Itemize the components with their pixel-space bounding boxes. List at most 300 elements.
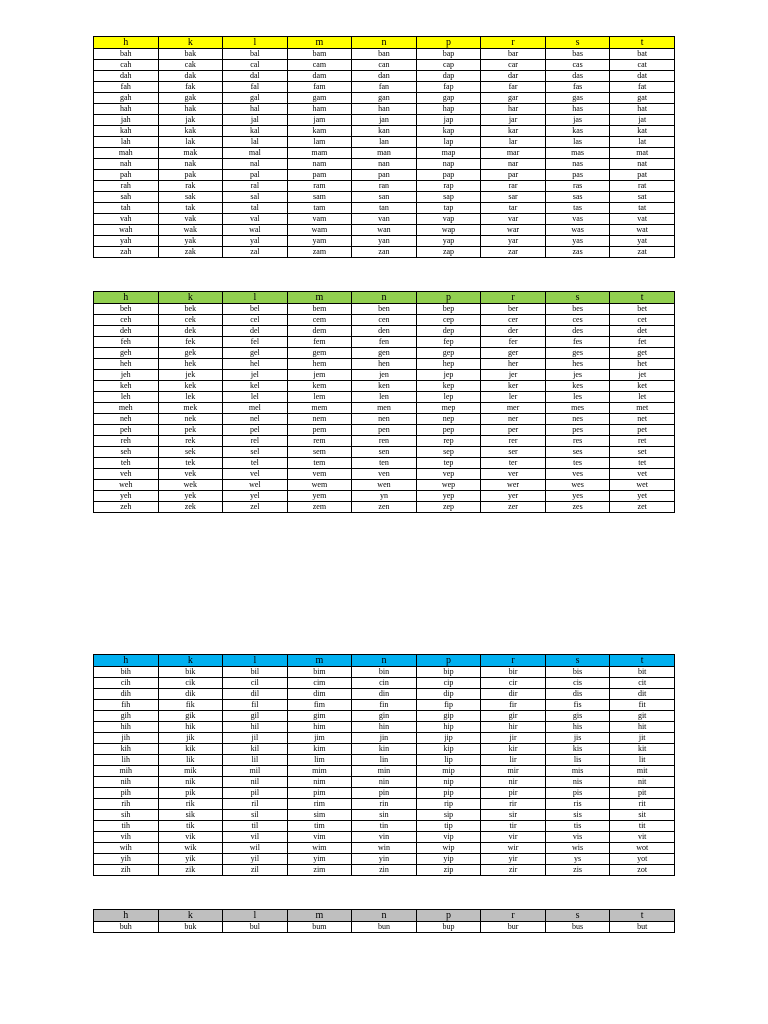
table-cell: jak — [158, 115, 223, 126]
table-cell: ver — [481, 469, 546, 480]
table-cell: mal — [223, 148, 288, 159]
table-cell: sem — [287, 447, 352, 458]
table-cell: sik — [158, 810, 223, 821]
syllable-table-e — [93, 291, 675, 513]
table-cell: tal — [223, 203, 288, 214]
table-cell: gil — [223, 711, 288, 722]
table-cell: mis — [545, 766, 610, 777]
table-row — [94, 148, 675, 159]
table-cell: dih — [94, 689, 159, 700]
table-cell: wem — [287, 480, 352, 491]
table-cell: jek — [158, 370, 223, 381]
table-cell: sak — [158, 192, 223, 203]
table-cell: vat — [610, 214, 675, 225]
table-cell: yim — [287, 854, 352, 865]
table-cell: gep — [416, 348, 481, 359]
table-cell: gem — [287, 348, 352, 359]
table-cell: hin — [352, 722, 417, 733]
table-cell: bem — [287, 304, 352, 315]
table-cell: tah — [94, 203, 159, 214]
table-cell: zan — [352, 247, 417, 258]
table-cell: fes — [545, 337, 610, 348]
table-cell: wat — [610, 225, 675, 236]
table-cell: jik — [158, 733, 223, 744]
table-cell: hep — [416, 359, 481, 370]
table-cell: cit — [610, 678, 675, 689]
table-cell: yot — [610, 854, 675, 865]
table-cell: buk — [158, 922, 223, 933]
table-row — [94, 304, 675, 315]
column-header: s — [545, 655, 610, 667]
table-cell: yir — [481, 854, 546, 865]
table-row — [94, 502, 675, 513]
column-header: l — [223, 292, 288, 304]
table-cell: vik — [158, 832, 223, 843]
table-cell: zes — [545, 502, 610, 513]
table-cell: gih — [94, 711, 159, 722]
table-cell: let — [610, 392, 675, 403]
table-cell: tem — [287, 458, 352, 469]
table-cell: far — [481, 82, 546, 93]
table-cell: vih — [94, 832, 159, 843]
table-cell: del — [223, 326, 288, 337]
table-cell: gam — [287, 93, 352, 104]
table-cell: vep — [416, 469, 481, 480]
table-cell: lah — [94, 137, 159, 148]
table-cell: jap — [416, 115, 481, 126]
table-cell: mar — [481, 148, 546, 159]
table-cell: mip — [416, 766, 481, 777]
table-cell: yat — [610, 236, 675, 247]
column-header: n — [352, 292, 417, 304]
table-cell: kam — [287, 126, 352, 137]
table-cell: him — [287, 722, 352, 733]
syllable-table-i — [93, 654, 675, 876]
table-cell: zik — [158, 865, 223, 876]
table-cell: dar — [481, 71, 546, 82]
table-cell: seh — [94, 447, 159, 458]
table-cell: mir — [481, 766, 546, 777]
table-cell: rak — [158, 181, 223, 192]
table-cell: sen — [352, 447, 417, 458]
table-cell: tar — [481, 203, 546, 214]
table-cell: cak — [158, 60, 223, 71]
table-cell: nih — [94, 777, 159, 788]
table-cell: tap — [416, 203, 481, 214]
table-cell: hah — [94, 104, 159, 115]
table-row — [94, 667, 675, 678]
table-cell: cik — [158, 678, 223, 689]
column-header: h — [94, 292, 159, 304]
table-row — [94, 392, 675, 403]
table-cell: yn — [352, 491, 417, 502]
table-cell: kes — [545, 381, 610, 392]
table-cell: jes — [545, 370, 610, 381]
table-cell: bik — [158, 667, 223, 678]
table-cell: gan — [352, 93, 417, 104]
table-cell: set — [610, 447, 675, 458]
column-header: t — [610, 655, 675, 667]
table-cell: but — [610, 922, 675, 933]
table-row — [94, 359, 675, 370]
table-cell: ham — [287, 104, 352, 115]
table-cell: hap — [416, 104, 481, 115]
table-cell: kat — [610, 126, 675, 137]
column-header: t — [610, 910, 675, 922]
table-cell: yal — [223, 236, 288, 247]
table-cell: jar — [481, 115, 546, 126]
table-cell: jas — [545, 115, 610, 126]
table-row — [94, 126, 675, 137]
table-cell: tep — [416, 458, 481, 469]
table-cell: fel — [223, 337, 288, 348]
table-row — [94, 82, 675, 93]
table-cell: bar — [481, 49, 546, 60]
table-cell: car — [481, 60, 546, 71]
table-cell: ser — [481, 447, 546, 458]
table-cell: yam — [287, 236, 352, 247]
table-cell: dis — [545, 689, 610, 700]
table-cell: ran — [352, 181, 417, 192]
table-cell: zeh — [94, 502, 159, 513]
table-cell: bum — [287, 922, 352, 933]
table-cell: tin — [352, 821, 417, 832]
table-cell: cal — [223, 60, 288, 71]
column-header: t — [610, 37, 675, 49]
table-cell: vap — [416, 214, 481, 225]
table-cell: cil — [223, 678, 288, 689]
header-row — [94, 655, 675, 667]
table-cell: bul — [223, 922, 288, 933]
table-cell: fir — [481, 700, 546, 711]
table-cell: den — [352, 326, 417, 337]
table-cell: ris — [545, 799, 610, 810]
table-cell: ceh — [94, 315, 159, 326]
table-cell: pal — [223, 170, 288, 181]
table-row — [94, 491, 675, 502]
table-cell: des — [545, 326, 610, 337]
table-cell: keh — [94, 381, 159, 392]
table-cell: yer — [481, 491, 546, 502]
table-cell: wik — [158, 843, 223, 854]
table-cell: tek — [158, 458, 223, 469]
table-cell: pik — [158, 788, 223, 799]
table-cell: wek — [158, 480, 223, 491]
table-cell: zim — [287, 865, 352, 876]
table-cell: mil — [223, 766, 288, 777]
table-cell: cim — [287, 678, 352, 689]
table-cell: det — [610, 326, 675, 337]
table-cell: kap — [416, 126, 481, 137]
table-cell: gir — [481, 711, 546, 722]
table-cell: rin — [352, 799, 417, 810]
table-cell: lal — [223, 137, 288, 148]
table-cell: gas — [545, 93, 610, 104]
column-header: m — [287, 655, 352, 667]
table-cell: kas — [545, 126, 610, 137]
table-cell: kel — [223, 381, 288, 392]
table-cell: cen — [352, 315, 417, 326]
table-cell: gah — [94, 93, 159, 104]
table-cell: gal — [223, 93, 288, 104]
table-cell: ram — [287, 181, 352, 192]
table-cell: mam — [287, 148, 352, 159]
column-header: k — [158, 910, 223, 922]
column-header: p — [416, 292, 481, 304]
table-cell: hil — [223, 722, 288, 733]
table-cell: tan — [352, 203, 417, 214]
table-cell: lep — [416, 392, 481, 403]
table-cell: dil — [223, 689, 288, 700]
table-cell: yip — [416, 854, 481, 865]
table-cell: rat — [610, 181, 675, 192]
table-cell: val — [223, 214, 288, 225]
table-cell: jih — [94, 733, 159, 744]
table-cell: map — [416, 148, 481, 159]
table-cell: jen — [352, 370, 417, 381]
table-cell: tip — [416, 821, 481, 832]
table-cell: fah — [94, 82, 159, 93]
table-cell: nik — [158, 777, 223, 788]
table-cell: ges — [545, 348, 610, 359]
table-cell: tak — [158, 203, 223, 214]
table-cell: jis — [545, 733, 610, 744]
table-cell: wim — [287, 843, 352, 854]
table-cell: sel — [223, 447, 288, 458]
table-cell: tet — [610, 458, 675, 469]
table-cell: jip — [416, 733, 481, 744]
table-row — [94, 733, 675, 744]
table-cell: yar — [481, 236, 546, 247]
table-row — [94, 799, 675, 810]
table-row — [94, 469, 675, 480]
table-cell: veh — [94, 469, 159, 480]
table-cell: buh — [94, 922, 159, 933]
table-cell: lar — [481, 137, 546, 148]
table-cell: mak — [158, 148, 223, 159]
table-cell: yas — [545, 236, 610, 247]
table-cell: vel — [223, 469, 288, 480]
table-row — [94, 93, 675, 104]
table-cell: was — [545, 225, 610, 236]
table-cell: nep — [416, 414, 481, 425]
table-cell: jet — [610, 370, 675, 381]
table-cell: nal — [223, 159, 288, 170]
table-cell: par — [481, 170, 546, 181]
table-cell: yih — [94, 854, 159, 865]
table-cell: zis — [545, 865, 610, 876]
table-cell: wir — [481, 843, 546, 854]
table-cell: nit — [610, 777, 675, 788]
table-cell: jan — [352, 115, 417, 126]
table-cell: pet — [610, 425, 675, 436]
table-cell: lil — [223, 755, 288, 766]
table-cell: zer — [481, 502, 546, 513]
table-cell: ses — [545, 447, 610, 458]
table-cell: fas — [545, 82, 610, 93]
table-cell: pan — [352, 170, 417, 181]
table-cell: lan — [352, 137, 417, 148]
table-cell: dah — [94, 71, 159, 82]
table-cell: bir — [481, 667, 546, 678]
table-cell: sas — [545, 192, 610, 203]
table-cell: geh — [94, 348, 159, 359]
table-cell: bis — [545, 667, 610, 678]
table-cell: len — [352, 392, 417, 403]
table-cell: cel — [223, 315, 288, 326]
table-cell: lis — [545, 755, 610, 766]
table-cell: neh — [94, 414, 159, 425]
table-cell: jir — [481, 733, 546, 744]
table-cell: zar — [481, 247, 546, 258]
column-header: k — [158, 655, 223, 667]
table-cell: ken — [352, 381, 417, 392]
table-cell: cet — [610, 315, 675, 326]
table-row — [94, 348, 675, 359]
table-cell: til — [223, 821, 288, 832]
table-cell: zal — [223, 247, 288, 258]
table-cell: wen — [352, 480, 417, 491]
table-cell: zip — [416, 865, 481, 876]
table-cell: dik — [158, 689, 223, 700]
table-cell: wel — [223, 480, 288, 491]
table-cell: jah — [94, 115, 159, 126]
column-header: m — [287, 292, 352, 304]
table-cell: cat — [610, 60, 675, 71]
table-cell: fek — [158, 337, 223, 348]
table-cell: bas — [545, 49, 610, 60]
table-cell: kan — [352, 126, 417, 137]
table-row — [94, 170, 675, 181]
table-row — [94, 766, 675, 777]
table-row — [94, 722, 675, 733]
table-cell: vas — [545, 214, 610, 225]
table-cell: var — [481, 214, 546, 225]
table-cell: gap — [416, 93, 481, 104]
table-cell: gis — [545, 711, 610, 722]
column-header: p — [416, 910, 481, 922]
table-cell: tim — [287, 821, 352, 832]
column-header: h — [94, 37, 159, 49]
table-row — [94, 214, 675, 225]
table-cell: ban — [352, 49, 417, 60]
table-cell: pel — [223, 425, 288, 436]
table-cell: fem — [287, 337, 352, 348]
table-cell: yet — [610, 491, 675, 502]
table-cell: yan — [352, 236, 417, 247]
table-cell: mes — [545, 403, 610, 414]
table-cell: hit — [610, 722, 675, 733]
table-cell: sis — [545, 810, 610, 821]
column-header: s — [545, 37, 610, 49]
table-cell: nip — [416, 777, 481, 788]
table-cell: her — [481, 359, 546, 370]
table-cell: pip — [416, 788, 481, 799]
table-cell: dal — [223, 71, 288, 82]
table-cell: vah — [94, 214, 159, 225]
table-cell: nel — [223, 414, 288, 425]
table-cell: kem — [287, 381, 352, 392]
table-cell: bih — [94, 667, 159, 678]
table-cell: wis — [545, 843, 610, 854]
table-cell: dat — [610, 71, 675, 82]
table-row — [94, 203, 675, 214]
table-cell: can — [352, 60, 417, 71]
table-cell: fim — [287, 700, 352, 711]
table-cell: fil — [223, 700, 288, 711]
table-cell: wot — [610, 843, 675, 854]
table-cell: dan — [352, 71, 417, 82]
column-header: r — [481, 655, 546, 667]
table-row — [94, 137, 675, 148]
table-cell: ces — [545, 315, 610, 326]
table-cell: rih — [94, 799, 159, 810]
table-cell: jer — [481, 370, 546, 381]
table-cell: deh — [94, 326, 159, 337]
table-cell: man — [352, 148, 417, 159]
table-cell: din — [352, 689, 417, 700]
table-cell: nap — [416, 159, 481, 170]
table-cell: bah — [94, 49, 159, 60]
table-cell: sap — [416, 192, 481, 203]
table-cell: yik — [158, 854, 223, 865]
table-cell: wep — [416, 480, 481, 491]
table-cell: peh — [94, 425, 159, 436]
table-cell: zek — [158, 502, 223, 513]
table-cell: gat — [610, 93, 675, 104]
table-cell: sir — [481, 810, 546, 821]
column-header: k — [158, 292, 223, 304]
table-cell: mer — [481, 403, 546, 414]
column-header: m — [287, 37, 352, 49]
table-cell: van — [352, 214, 417, 225]
table-cell: rek — [158, 436, 223, 447]
table-cell: ren — [352, 436, 417, 447]
table-cell: mit — [610, 766, 675, 777]
table-cell: mih — [94, 766, 159, 777]
column-header: t — [610, 292, 675, 304]
table-cell: lit — [610, 755, 675, 766]
table-cell: kih — [94, 744, 159, 755]
table-cell: hir — [481, 722, 546, 733]
table-cell: kil — [223, 744, 288, 755]
table-cell: war — [481, 225, 546, 236]
table-cell: jep — [416, 370, 481, 381]
table-row — [94, 436, 675, 447]
table-cell: jam — [287, 115, 352, 126]
table-cell: feh — [94, 337, 159, 348]
table-cell: dek — [158, 326, 223, 337]
syllable-table-a — [93, 36, 675, 258]
table-cell: has — [545, 104, 610, 115]
table-cell: cih — [94, 678, 159, 689]
table-cell: wam — [287, 225, 352, 236]
table-cell: rem — [287, 436, 352, 447]
table-row — [94, 159, 675, 170]
table-cell: lap — [416, 137, 481, 148]
table-cell: sek — [158, 447, 223, 458]
table-cell: fat — [610, 82, 675, 93]
table-cell: bal — [223, 49, 288, 60]
table-row — [94, 711, 675, 722]
table-cell: jel — [223, 370, 288, 381]
table-cell: gek — [158, 348, 223, 359]
table-cell: vip — [416, 832, 481, 843]
table-cell: sat — [610, 192, 675, 203]
table-cell: bat — [610, 49, 675, 60]
table-cell: gip — [416, 711, 481, 722]
column-header: h — [94, 910, 159, 922]
